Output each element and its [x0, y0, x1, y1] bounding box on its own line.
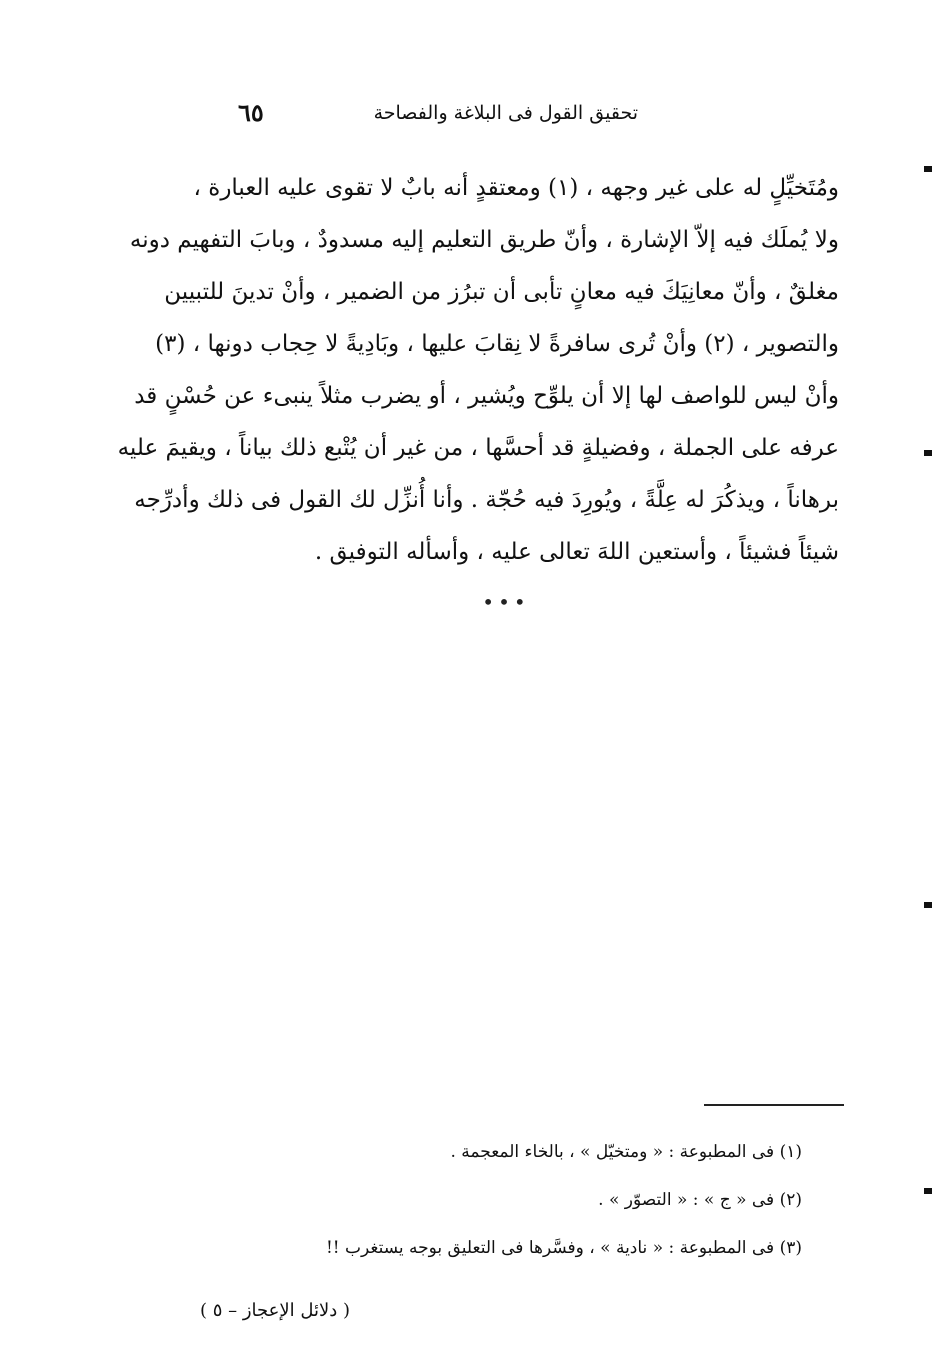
body-line: والتصوير ، (٢) وأنْ تُرى سافرةً لا نِقابَ عليها ، وبَادِيةً لا حِجاب دونها ، (٣): [155, 331, 839, 357]
body-line: برهاناً ، ويذكُرَ له عِلَّةً ، ويُورِدَ فيه حُجّة . وأنا أُنزِّل لك القول فى ذلك وأدرِّجه: [134, 487, 839, 513]
running-title: تحقيق القول فى البلاغة والفصاحة: [373, 102, 638, 124]
footnote-3: (٣) فى المطبوعة : « نادية » ، وفسَّرها فى التعليق بوجه يستغرب !!: [325, 1238, 802, 1258]
body-line: وأنْ ليس للواصف لها إلا أن يلوِّح ويُشير ، أو يضرب مثلاً ينبىء عن حُسْنٍ قد: [134, 383, 839, 409]
scan-edge-mark: [924, 166, 932, 172]
footnote-2: (٢) فى « ج » : « التصوّر » .: [598, 1190, 802, 1210]
scan-edge-mark: [924, 1188, 932, 1194]
body-line: شيئاً فشيئاً ، وأستعين اللهَ تعالى عليه ، وأسأله التوفيق .: [314, 539, 839, 565]
body-line: عرفه على الجملة ، وفضيلةٍ قد أحسَّها ، من غير أن يُتْبع ذلك بياناً ، ويقيمَ عليه: [117, 435, 839, 461]
footnote-1: (١) فى المطبوعة : « ومتخيّل » ، بالخاء المعجمة .: [450, 1142, 802, 1162]
printer-signature-mark: ( دلائل الإعجاز – ٥ ): [200, 1300, 351, 1321]
section-end-ornament: •••: [482, 590, 530, 614]
body-line: مغلقٌ ، وأنّ معانِيَكَ فيه معانٍ تأبى أن تبرُز من الضمير ، وأنْ تدينَ للتبيين: [164, 279, 839, 305]
running-header: [238, 100, 638, 134]
body-paragraph: [117, 162, 839, 578]
page-number: ٦٥: [238, 98, 264, 127]
footnote-divider: [704, 1104, 844, 1106]
body-line: ولا يُملَك فيه إلاّ الإشارة ، وأنّ طريق التعليم إليه مسدودٌ ، وبابَ التفهيم دونه: [129, 227, 839, 253]
body-line: ومُتَخيِّلٍ له على غير وجهه ، (١) ومعتقدٍ أنه بابٌ لا تقوى عليه العبارة ،: [193, 175, 839, 201]
footnotes: [325, 1132, 802, 1276]
scan-edge-mark: [924, 902, 932, 908]
scan-edge-mark: [924, 450, 932, 456]
